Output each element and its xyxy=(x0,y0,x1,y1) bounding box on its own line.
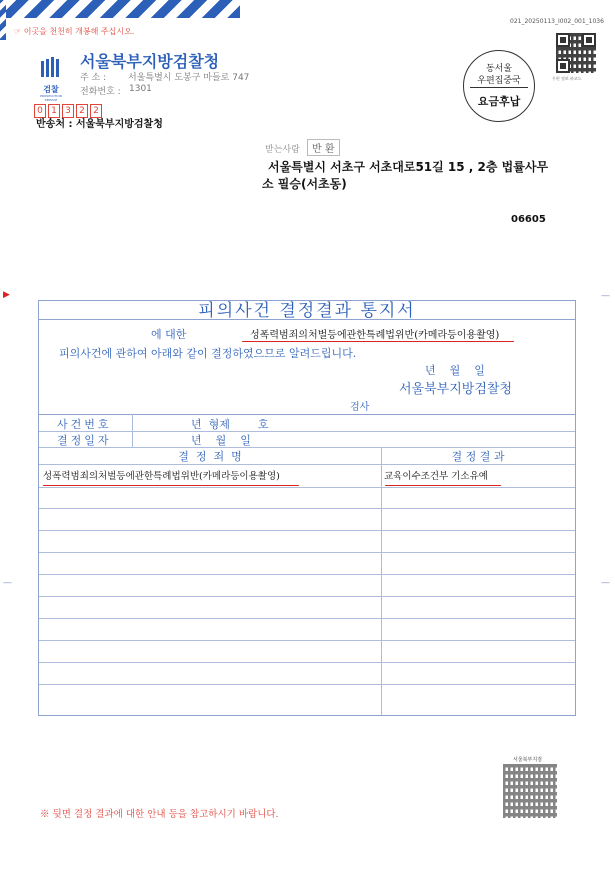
postmark xyxy=(463,50,535,122)
fold-mark: — xyxy=(3,578,12,588)
rule xyxy=(39,530,575,531)
tear-notice: ☞ 이곳을 천천히 개봉해 주십시오. xyxy=(14,27,135,36)
case-number-label: 사건번호 xyxy=(57,418,112,431)
intro-text: 피의사건에 관하여 아래와 같이 결정하였으므로 알려드립니다. xyxy=(59,347,357,360)
notice-title: 피의사건 결정결과 통지서 xyxy=(198,301,416,321)
prosecution-logo xyxy=(36,55,66,102)
sender-org-name: 서울북부지방검찰청 xyxy=(80,52,220,71)
rule xyxy=(39,414,575,415)
fold-mark: ▶ xyxy=(3,290,10,300)
sender-phone-label: 전화번호 : xyxy=(80,87,121,97)
annotation-underline xyxy=(43,485,299,486)
decision-notice-form xyxy=(38,300,576,716)
qr-finder xyxy=(556,59,570,73)
rule xyxy=(132,414,133,447)
prosecutor-label: 검사 xyxy=(350,402,370,413)
charge-column-header: 결 정 죄 명 xyxy=(178,450,242,463)
recipient-zip: 06605 xyxy=(511,214,546,225)
logo-bars-icon xyxy=(36,55,66,81)
rule xyxy=(39,574,575,575)
postal-digit: 1 xyxy=(48,104,60,118)
footnote: ※ 뒷면 결정 결과에 대한 안내 등을 참고하시기 바랍니다. xyxy=(40,809,279,820)
logo-caption: 검찰 xyxy=(43,85,59,94)
rule xyxy=(39,640,575,641)
return-stamp: 반 환 xyxy=(307,139,340,156)
rule xyxy=(39,431,575,432)
airmail-stripe-left xyxy=(0,0,6,40)
rule xyxy=(39,684,575,685)
rule xyxy=(39,487,575,488)
postal-digit: 3 xyxy=(62,104,74,118)
document-id: 021_20250113_I002_001_1036 xyxy=(510,18,604,25)
recipient-address-line2: 소 필승(서초동) xyxy=(262,177,347,191)
rule xyxy=(39,552,575,553)
table-row-charge: 성폭력범죄의처벌등에관한특례법위반(카메라등이용촬영) xyxy=(43,471,280,482)
postal-digit: 2 xyxy=(90,104,102,118)
annotation-underline xyxy=(385,485,501,486)
annotation-underline xyxy=(242,341,514,342)
seal-caption: 서울북부지검 xyxy=(513,757,542,763)
issuing-office: 서울북부지방검찰청 xyxy=(399,382,513,397)
postmark-line3: 요금후납 xyxy=(477,95,521,108)
airmail-stripe xyxy=(0,0,240,18)
rule xyxy=(381,447,382,715)
return-address: 반송처 : 서울북부지방검찰청 xyxy=(36,119,163,130)
result-column-header: 결 정 결 과 xyxy=(451,450,505,463)
table-row-result: 교육이수조건부 기소유예 xyxy=(384,471,488,482)
qr-finder xyxy=(556,33,570,47)
decision-date-value: 년 월 일 xyxy=(191,434,251,447)
rule xyxy=(39,596,575,597)
sender-phone: 1301 xyxy=(129,84,152,94)
rule xyxy=(39,662,575,663)
case-number-value: 년 형제 호 xyxy=(191,418,269,431)
charge-name: 성폭력범죄의처벌등에관한특례법위반(카메라등이용촬영) xyxy=(250,330,500,341)
postal-digit: 0 xyxy=(34,104,46,118)
qr-code-icon xyxy=(556,33,596,73)
decision-date-label: 결정일자 xyxy=(57,434,112,447)
postmark-divider xyxy=(470,87,528,88)
postmark-line1: 동서울 xyxy=(485,64,513,74)
recipient-label: 받는사람 xyxy=(265,145,300,155)
sender-address-label: 주 소 : xyxy=(80,73,107,83)
sender-address: 서울특별시 도봉구 마들로 747 xyxy=(128,73,250,83)
rule xyxy=(39,508,575,509)
qr-caption: 우편 정보 바코드 xyxy=(552,76,582,81)
postmark-line2: 우편집중국 xyxy=(477,76,521,86)
fold-mark: — xyxy=(601,291,610,301)
qr-finder xyxy=(582,33,596,47)
fold-mark: — xyxy=(601,578,610,588)
recipient-address-line1: 서울특별시 서초구 서초대로51길 15 , 2층 법률사무 xyxy=(268,160,549,174)
date-line: 년 월 일 xyxy=(425,364,485,377)
rule xyxy=(39,464,575,465)
about-label: 에 대한 xyxy=(151,328,187,341)
postal-digit: 2 xyxy=(76,104,88,118)
seal-code-icon xyxy=(503,764,557,818)
logo-subcaption: PROSECUTION SERVICE xyxy=(40,94,62,102)
rule xyxy=(39,618,575,619)
